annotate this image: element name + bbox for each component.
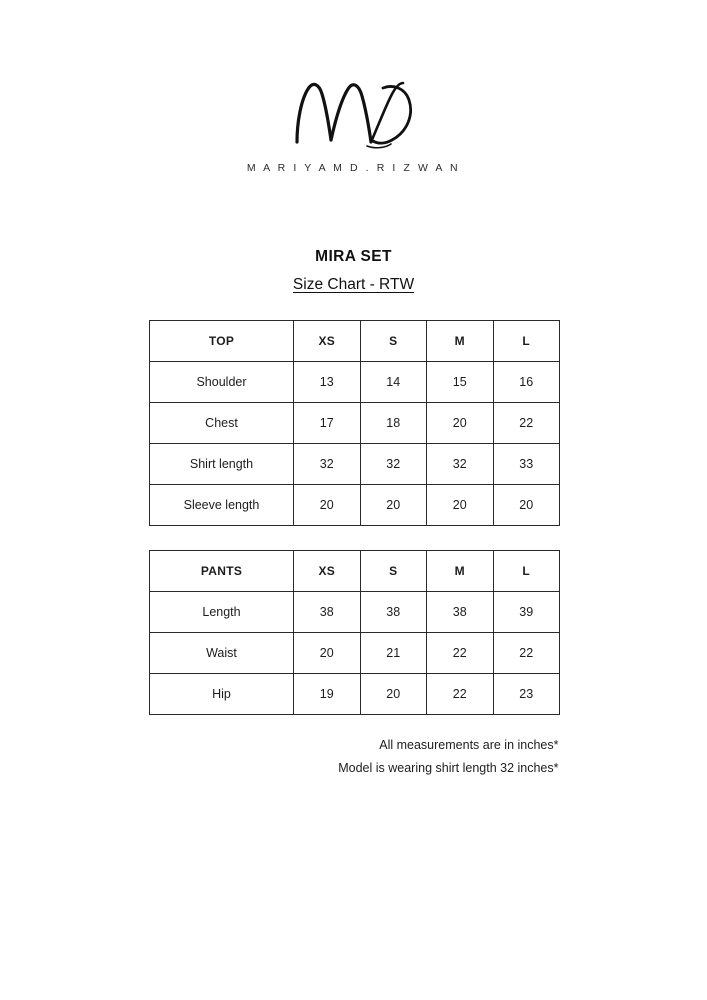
table-row	[150, 592, 560, 633]
table-header-row	[150, 551, 560, 592]
row-value: 17	[294, 403, 361, 444]
top-size-table	[149, 320, 560, 526]
row-value: 14	[360, 362, 427, 403]
page-subtitle: Size Chart - RTW	[292, 276, 415, 293]
table-header-row	[150, 321, 560, 362]
table-row	[150, 362, 560, 403]
row-label: Hip	[150, 674, 294, 715]
table-row	[150, 674, 560, 715]
row-label: Shoulder	[150, 362, 294, 403]
row-value: 20	[360, 674, 427, 715]
footnote-measurements: All measurements are in inches*	[379, 738, 559, 752]
row-value: 22	[427, 633, 494, 674]
row-value: 22	[427, 674, 494, 715]
row-value: 20	[427, 485, 494, 526]
table-header-cell: M	[427, 551, 494, 592]
brand-logo	[247, 74, 460, 174]
row-label: Waist	[150, 633, 294, 674]
page-title: MIRA SET	[315, 248, 392, 265]
table-header-cell: TOP	[150, 321, 294, 362]
row-value: 15	[427, 362, 494, 403]
row-value: 38	[427, 592, 494, 633]
row-value: 22	[493, 633, 560, 674]
table-row	[150, 403, 560, 444]
row-value: 39	[493, 592, 560, 633]
table-header-cell: XS	[294, 321, 361, 362]
row-value: 18	[360, 403, 427, 444]
row-label: Shirt length	[150, 444, 294, 485]
row-value: 38	[294, 592, 361, 633]
table-header-cell: XS	[294, 551, 361, 592]
table-header-cell: L	[493, 551, 560, 592]
row-label: Length	[150, 592, 294, 633]
row-value: 20	[493, 485, 560, 526]
row-value: 19	[294, 674, 361, 715]
footnote-model: Model is wearing shirt length 32 inches*	[338, 761, 559, 776]
pants-size-table	[149, 550, 560, 715]
row-value: 16	[493, 362, 560, 403]
table-header-cell: M	[427, 321, 494, 362]
row-value: 20	[294, 485, 361, 526]
table-header-cell: PANTS	[150, 551, 294, 592]
table-header-cell: L	[493, 321, 560, 362]
row-value: 20	[427, 403, 494, 444]
row-value: 32	[294, 444, 361, 485]
row-value: 20	[360, 485, 427, 526]
table-row	[150, 485, 560, 526]
row-value: 23	[493, 674, 560, 715]
pants-size-table-wrapper	[149, 550, 559, 715]
brand-wordmark: M A R I Y A M D . R I Z W A N	[246, 162, 461, 174]
row-value: 20	[294, 633, 361, 674]
row-label: Sleeve length	[150, 485, 294, 526]
footnotes	[149, 734, 559, 780]
top-size-table-wrapper	[149, 320, 559, 526]
row-value: 38	[360, 592, 427, 633]
row-value: 13	[294, 362, 361, 403]
table-row	[150, 633, 560, 674]
title-block	[293, 248, 414, 294]
monogram-md-icon	[279, 74, 429, 154]
row-value: 22	[493, 403, 560, 444]
table-row	[150, 444, 560, 485]
row-value: 32	[427, 444, 494, 485]
row-label: Chest	[150, 403, 294, 444]
table-header-cell: S	[360, 321, 427, 362]
table-header-cell: S	[360, 551, 427, 592]
row-value: 32	[360, 444, 427, 485]
row-value: 21	[360, 633, 427, 674]
row-value: 33	[493, 444, 560, 485]
